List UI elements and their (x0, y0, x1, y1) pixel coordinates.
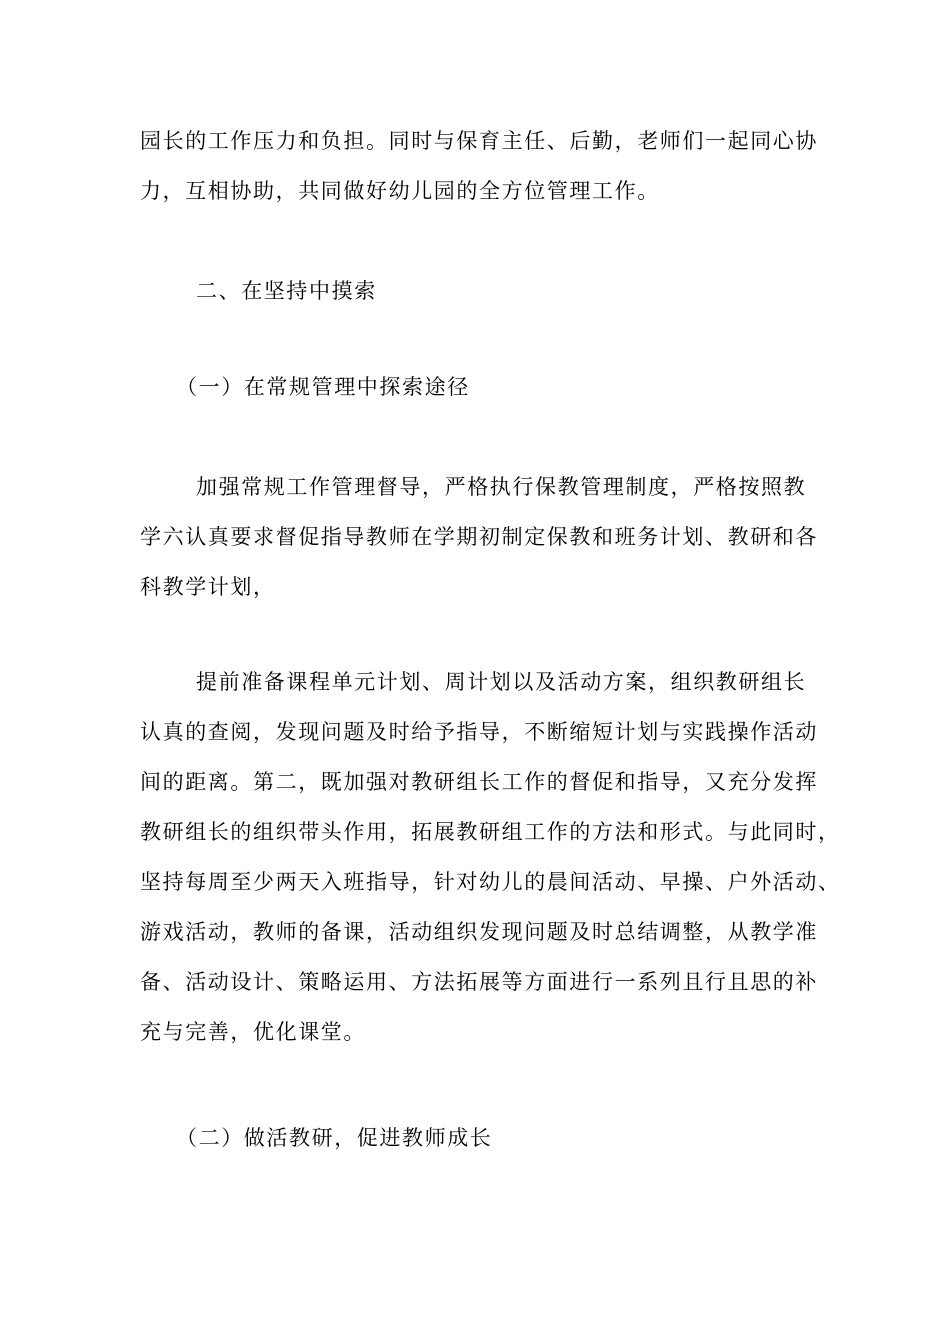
paragraph-line: 备、活动设计、策略运用、方法拓展等方面进行一系列且行且思的补 (140, 970, 818, 994)
paragraph-line: 间的距离。第二，既加强对教研组长工作的督促和指导，又充分发挥 (140, 770, 818, 794)
paragraph-line: 提前准备课程单元计划、周计划以及活动方案，组织教研组长 (196, 670, 807, 694)
subsection-heading: （一）在常规管理中探索途径 (176, 375, 470, 399)
paragraph-line: 游戏活动，教师的备课，活动组织发现问题及时总结调整，从教学准 (140, 920, 818, 944)
paragraph-line: 力，互相协助，共同做好幼儿园的全方位管理工作。 (140, 179, 660, 203)
paragraph-line: 科教学计划， (140, 575, 276, 599)
paragraph-line: 园长的工作压力和负担。同时与保育主任、后勤，老师们一起同心协 (140, 129, 818, 153)
paragraph-line: 教研组长的组织带头作用，拓展教研组工作的方法和形式。与此同时， (140, 820, 841, 844)
subsection-heading: （二）做活教研，促进教师成长 (176, 1126, 493, 1150)
paragraph-line: 学六认真要求督促指导教师在学期初制定保教和班务计划、教研和各 (140, 525, 818, 549)
paragraph-line: 坚持每周至少两天入班指导，针对幼儿的晨间活动、早操、户外活动、 (140, 870, 841, 894)
paragraph-line: 充与完善，优化课堂。 (140, 1020, 366, 1044)
paragraph-line: 加强常规工作管理督导，严格执行保教管理制度，严格按照教 (196, 475, 807, 499)
section-heading: 二、在坚持中摸索 (196, 279, 377, 303)
paragraph-line: 认真的查阅，发现问题及时给予指导，不断缩短计划与实践操作活动 (140, 720, 818, 744)
